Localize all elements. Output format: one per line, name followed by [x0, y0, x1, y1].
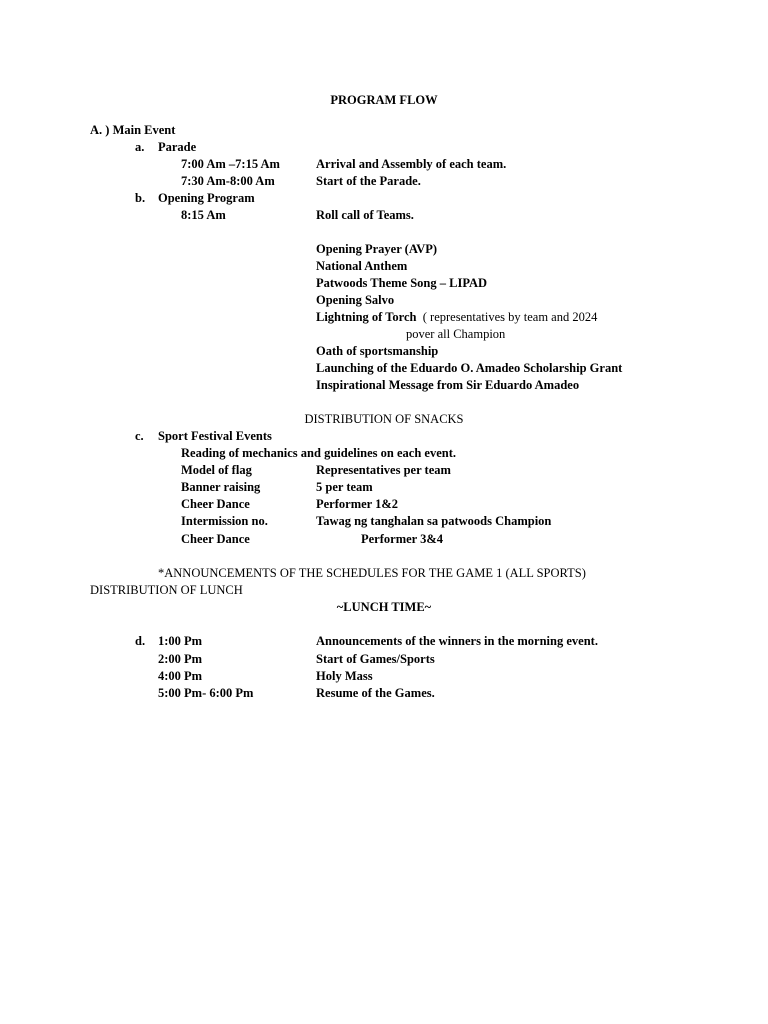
schedule-activity: Resume of the Games. [316, 686, 435, 700]
schedule-time: 7:00 Am –7:15 Am [181, 157, 280, 171]
schedule-time: 2:00 Pm [158, 652, 203, 666]
snacks-note: DISTRIBUTION OF SNACKS [304, 412, 464, 426]
announcement-note: *ANNOUNCEMENTS OF THE SCHEDULES FOR THE GAME 1 (ALL SPORTS) [158, 566, 586, 580]
schedule-activity: Start of the Parade. [316, 174, 421, 188]
torch-note: ( representatives by team and 2024 [422, 310, 598, 324]
lunch-time-heading: ~LUNCH TIME~ [336, 600, 432, 614]
program-item: Inspirational Message from Sir Eduardo Amadeo [316, 378, 580, 392]
schedule-time: 5:00 Pm- 6:00 Pm [158, 686, 254, 700]
program-item-torch [316, 309, 597, 326]
program-item: Opening Salvo [316, 293, 395, 307]
program-item: Launching of the Eduardo O. Amadeo Scholarship Grant [316, 361, 623, 375]
torch-label: Lightning of Torch [316, 310, 417, 324]
event-name: Cheer Dance [181, 532, 250, 546]
torch-note-continued: pover all Champion [406, 327, 506, 341]
event-detail: Performer 1&2 [316, 497, 399, 511]
schedule-time: 8:15 Am [181, 208, 226, 222]
program-item: National Anthem [316, 259, 408, 273]
schedule-activity: Announcements of the winners in the morning event. [316, 634, 598, 648]
event-name: Banner raising [181, 480, 261, 494]
event-name: Model of flag [181, 463, 252, 477]
sport-events-label: Sport Festival Events [158, 429, 272, 443]
list-marker-a: a. [135, 140, 145, 154]
schedule-time: 7:30 Am-8:00 Am [181, 174, 275, 188]
list-marker-c: c. [135, 429, 144, 443]
program-item: Opening Prayer (AVP) [316, 242, 438, 256]
event-detail: Tawag ng tanghalan sa patwoods Champion [316, 514, 552, 528]
page-title: PROGRAM FLOW [330, 93, 438, 107]
list-marker-d: d. [135, 634, 146, 648]
schedule-activity: Holy Mass [316, 669, 373, 683]
event-name: Cheer Dance [181, 497, 250, 511]
event-name: Intermission no. [181, 514, 268, 528]
event-detail: Representatives per team [316, 463, 451, 477]
event-detail: 5 per team [316, 480, 373, 494]
schedule-time: 4:00 Pm [158, 669, 203, 683]
list-marker-b: b. [135, 191, 146, 205]
section-heading: A. ) Main Event [90, 123, 176, 137]
reading-mechanics: Reading of mechanics and guidelines on each event. [181, 446, 457, 460]
schedule-activity: Arrival and Assembly of each team. [316, 157, 507, 171]
schedule-activity: Roll call of Teams. [316, 208, 414, 222]
lunch-distribution-note: DISTRIBUTION OF LUNCH [90, 583, 243, 597]
event-detail: Performer 3&4 [361, 532, 444, 546]
schedule-activity: Start of Games/Sports [316, 652, 435, 666]
program-item: Oath of sportsmanship [316, 344, 439, 358]
parade-label: Parade [158, 140, 197, 154]
opening-program-label: Opening Program [158, 191, 255, 205]
schedule-time: 1:00 Pm [158, 634, 203, 648]
program-item: Patwoods Theme Song – LIPAD [316, 276, 488, 290]
